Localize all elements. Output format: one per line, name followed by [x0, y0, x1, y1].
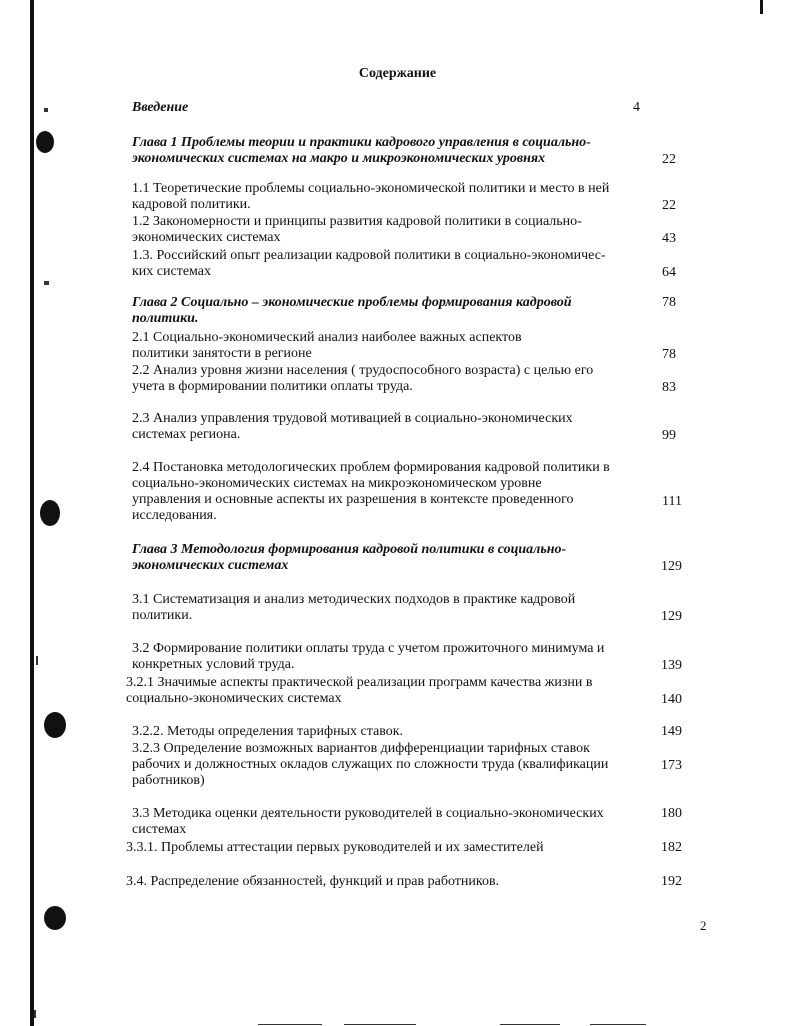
scan-speck [258, 1024, 322, 1025]
toc-line: 1.2 Закономерности и принципы развития кадровой политики в социально- [132, 214, 582, 229]
toc-line: 3.2 Формирование политики оплаты труда с учетом прожиточного минимума и [132, 641, 605, 656]
toc-line: кадровой политики. [132, 197, 251, 212]
toc-page: 129 [661, 559, 682, 574]
toc-page: 78 [662, 347, 676, 362]
toc-line: 2.4 Постановка методологических проблем формирования кадровой политики в [132, 460, 610, 475]
toc-entry-1-3 [132, 248, 606, 280]
toc-entry-chapter-3 [132, 542, 566, 574]
toc-line: 2.3 Анализ управления трудовой мотивацией в социально-экономических [132, 411, 573, 426]
scan-speck [44, 281, 49, 285]
toc-entry-2-3 [132, 411, 573, 443]
toc-line: 3.2.1 Значимые аспекты практической реализации программ качества жизни в [126, 675, 593, 690]
toc-page: 83 [662, 380, 676, 395]
toc-line: конкретных условий труда. [132, 657, 295, 672]
toc-page: 99 [662, 428, 676, 443]
toc-entry-chapter-1 [132, 135, 591, 167]
toc-line: Глава 3 Методология формирования кадровой политики в социально- [132, 542, 567, 557]
toc-page: 111 [662, 494, 682, 509]
toc-line: 3.1 Систематизация и анализ методических подходов в практике кадровой [132, 592, 576, 607]
toc-entry-3-1 [132, 592, 575, 624]
toc-entry-3-2 [132, 641, 604, 673]
toc-line: системах региона. [132, 427, 241, 442]
scan-mark-top-right [760, 0, 763, 14]
toc-page: 78 [662, 295, 676, 310]
toc-page: 182 [661, 840, 682, 855]
toc-line: ких системах [132, 264, 212, 279]
toc-line: социально-экономических системах [126, 691, 342, 706]
toc-line: социально-экономических системах на микроэкономическом уровне [132, 476, 542, 491]
toc-entry-2-2 [132, 363, 593, 395]
toc-page: 64 [662, 265, 676, 280]
toc-line: 1.3. Российский опыт реализации кадровой политики в социально-экономичес- [132, 248, 606, 263]
toc-entry-3-4 [126, 874, 499, 890]
toc-entry-2-4 [132, 460, 610, 524]
toc-page: 129 [661, 609, 682, 624]
toc-line: Введение [132, 100, 189, 115]
scan-speck [500, 1024, 560, 1025]
toc-entry-3-2-2 [132, 724, 403, 740]
punch-hole [44, 712, 66, 738]
punch-hole [40, 500, 60, 526]
scan-speck [344, 1024, 416, 1025]
toc-entry-3-3 [132, 806, 604, 838]
toc-page: 140 [661, 692, 682, 707]
toc-entry-chapter-2 [132, 295, 572, 327]
toc-line: 3.2.3 Определение возможных вариантов дифференциации тарифных ставок [132, 741, 590, 756]
toc-line: 2.2 Анализ уровня жизни населения ( трудоспособного возраста) с целью его [132, 363, 594, 378]
toc-page: 22 [662, 152, 676, 167]
toc-line: политики занятости в регионе [132, 346, 312, 361]
toc-line: Глава 2 Социально – экономические проблемы формирования кадровой [132, 295, 572, 310]
toc-line: 1.1 Теоретические проблемы социально-экономической политики и место в ней [132, 181, 610, 196]
punch-hole [36, 131, 54, 153]
scan-speck [34, 1010, 36, 1018]
toc-line: 3.4. Распределение обязанностей, функций и прав работников. [126, 874, 500, 889]
toc-page: 139 [661, 658, 682, 673]
toc-page: 173 [661, 758, 682, 773]
toc-entry-3-2-1 [126, 675, 592, 707]
scan-speck [44, 108, 48, 112]
scan-border-left [30, 0, 34, 1026]
toc-line: 3.2.2. Методы определения тарифных ставок. [132, 724, 404, 739]
toc-page: 149 [661, 724, 682, 739]
toc-line: политики. [132, 311, 199, 326]
scan-speck [590, 1024, 646, 1025]
toc-line: управления и основные аспекты их разрешения в контексте проведенного [132, 492, 574, 507]
toc-page: 180 [661, 806, 682, 821]
toc-line: рабочих и должностных окладов служащих по сложности труда (квалификации [132, 757, 609, 772]
toc-entry-2-1 [132, 330, 522, 362]
toc-line: 3.3.1. Проблемы аттестации первых руководителей и их заместителей [126, 840, 544, 855]
toc-page: 22 [662, 198, 676, 213]
toc-entry-3-3-1 [126, 840, 544, 856]
toc-entry-1-2 [132, 214, 582, 246]
toc-line: экономических системах [132, 230, 281, 245]
toc-line: политики. [132, 608, 193, 623]
toc-line: учета в формировании политики оплаты труда. [132, 379, 413, 394]
toc-line: 2.1 Социально-экономический анализ наиболее важных аспектов [132, 330, 522, 345]
toc-line: системах [132, 822, 187, 837]
punch-hole [44, 906, 66, 930]
toc-line: экономических системах на макро и микроэкономических уровнях [132, 151, 546, 166]
scan-speck [36, 656, 38, 665]
toc-entry-1-1 [132, 181, 609, 213]
toc-line: экономических системах [132, 558, 289, 573]
toc-page: 4 [633, 100, 640, 115]
toc-line: исследования. [132, 508, 217, 523]
toc-entry-intro [132, 100, 188, 116]
toc-line: Глава 1 Проблемы теории и практики кадрового управления в социально- [132, 135, 591, 150]
page-title: Содержание [358, 66, 437, 81]
toc-line: 3.3 Методика оценки деятельности руководителей в социально-экономических [132, 806, 604, 821]
toc-page: 43 [662, 231, 676, 246]
toc-entry-3-2-3 [132, 741, 608, 789]
toc-line: работников) [132, 773, 205, 788]
toc-page: 192 [661, 874, 682, 889]
page-number: 2 [700, 918, 707, 933]
